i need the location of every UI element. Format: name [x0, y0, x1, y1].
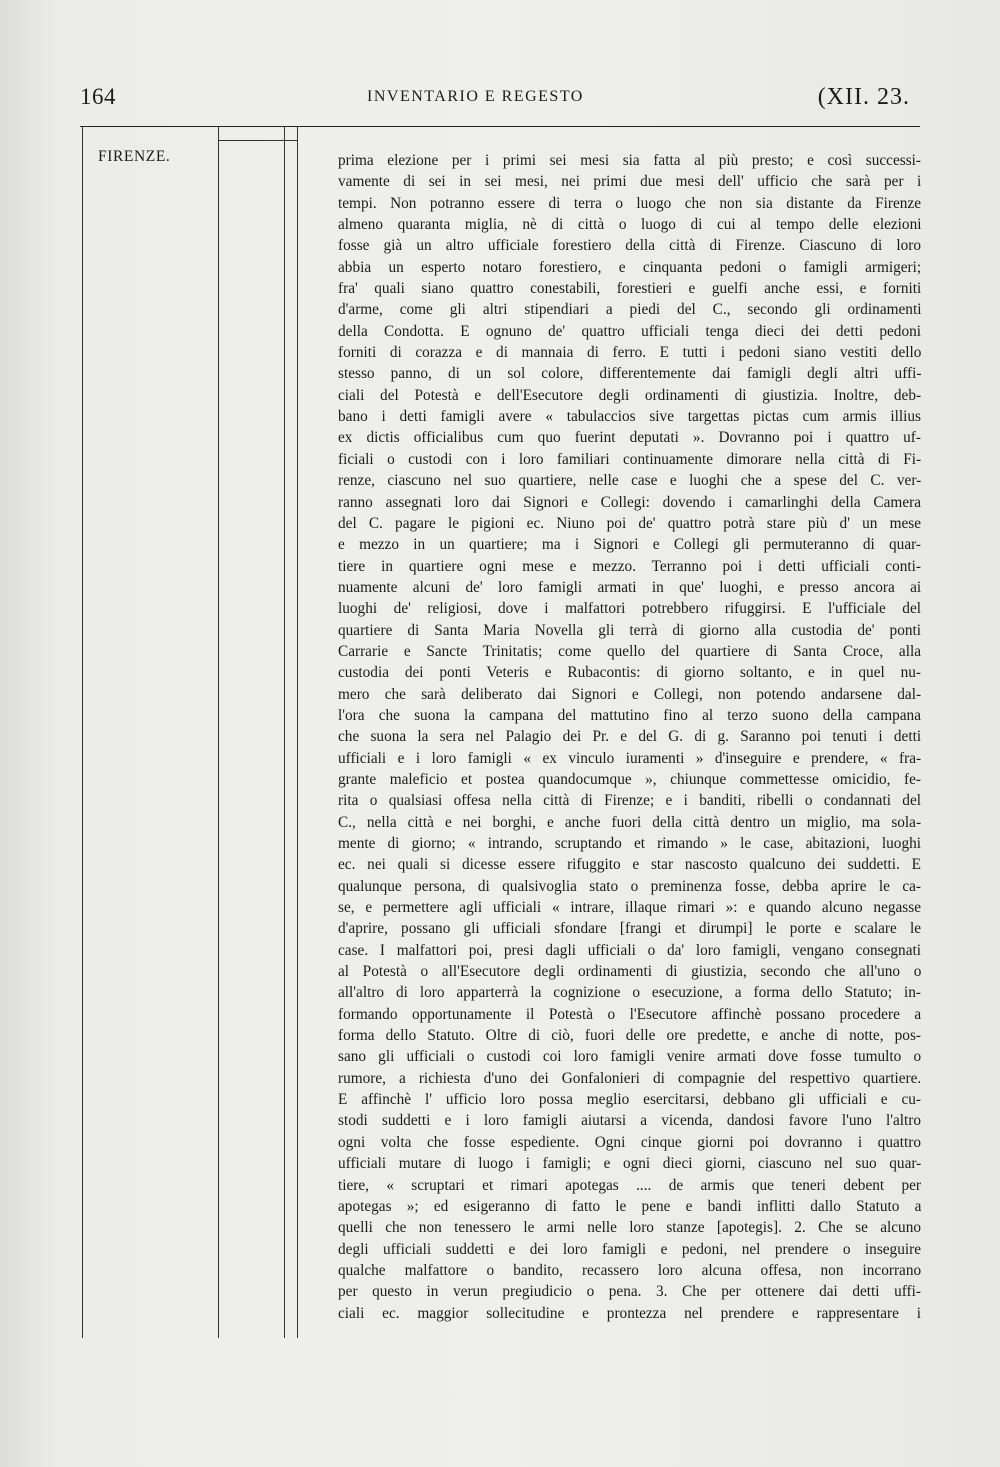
text-line: ranno assegnati loro dai Signori e Collegi: dovendo i camarlinghi della Camera: [338, 493, 921, 511]
text-line: formando opportunamente il Potestà o l'Esecutore affinchè possano procedere a: [338, 1005, 922, 1023]
text-line: al Potestà o all'Esecutore degli ordinamenti di giustizia, secondo che all'uno o: [338, 963, 922, 981]
text-line: per questo in verun pregiudicio o pena. 3. Che per ottenere dai detti uffi-: [338, 1283, 921, 1301]
text-line: qualche malfattore o bandito, recassero loro alcuna offesa, non incorrano: [338, 1261, 922, 1279]
text-line: rita o qualsiasi offesa nella città di Firenze; e i banditi, ribelli o condannati del: [338, 792, 921, 810]
text-line: ufficiali mutare di luogo i famigli; e ogni dieci giorni, ciascuno nel suo quar-: [338, 1155, 922, 1173]
text-line: custodia dei ponti Veteris e Rubacontis: di giorno soltanto, e in quel nu-: [338, 664, 921, 682]
text-line: all'altro di loro apparterrà la cognizione o esecuzione, a forma dello Statuto; in-: [338, 984, 921, 1002]
column-rule-cap: [218, 140, 297, 141]
text-line: mero che sarà deliberato dai Signori e Collegi, non potendo andarsene dal-: [338, 685, 922, 703]
text-line: sano gli ufficiali o custodi coi loro famigli venire armati dove fosse tumulto o: [338, 1048, 922, 1066]
text-line: d'arme, come gli altri stipendiari a piedi del C., secondo gli ordinamenti: [338, 301, 922, 319]
text-line: renze, ciascuno nel suo quartiere, nelle case e luoghi che a spese del C. ver-: [338, 472, 922, 490]
text-line: E affinchè l' ufficio loro possa meglio esercitarsi, debbano gli ufficiali e cu-: [338, 1091, 921, 1109]
text-line: prima elezione per i primi sei mesi sia fatta al più presto; e così successi-: [338, 152, 922, 169]
column-rule-left: [82, 126, 83, 1338]
text-line: ciali del Potestà e dell'Esecutore degli ordinamenti di giustizia. Inoltre, deb-: [338, 386, 922, 404]
column-rule-2: [218, 126, 219, 1338]
text-line: ciali ec. maggior sollecitudine e prontezza nel prendere e rappresentare i: [338, 1304, 921, 1322]
text-line: ufficiali e i loro famigli « ex vinculo iuramenti » d'inseguire e prendere, « fra-: [338, 749, 922, 767]
text-line: se, e permettere agli ufficiali « intrare, illaque rimari »: e quando alcuno negasse: [338, 899, 921, 917]
text-line: fra' quali siano quattro conestabili, forestieri e guelfi anche essi, e forniti: [338, 280, 922, 298]
text-line: ex dictis officialibus cum quo fuerint deputati ». Dovranno poi i quattro uf-: [338, 429, 921, 447]
text-line: quelli che non tenessero le armi nelle loro stanze [apotegis]. 2. Che se alcuno: [338, 1219, 921, 1237]
text-line: luoghi de' religiosi, dove i malfattori potrebbero rifuggirsi. E l'ufficiale del: [338, 600, 921, 618]
running-title: INVENTARIO E REGESTO: [367, 88, 584, 105]
margin-place-name: FIRENZE.: [98, 148, 171, 165]
text-line: nuamente alcuni de' loro famigli armati in que' luoghi, e presso ancora ai: [338, 578, 922, 596]
text-line: rumore, a richiesta d'uno dei Gonfalonieri di compagnie del respettivo quartiere.: [338, 1069, 922, 1087]
text-line: ficiali o custodi con i loro familiari continuamente dimorare nella città di Fi-: [338, 450, 922, 468]
text-line: tempi. Non potranno essere di terra o luogo che non sia distante da Firenze: [338, 194, 921, 212]
page-number: 164: [80, 84, 116, 109]
page-header: [80, 84, 930, 120]
section-reference: (XII. 23.: [817, 84, 910, 110]
text-line: bano i detti famigli avere « tabulaccios sive targettas pictas cum armis illius: [338, 408, 921, 426]
text-line: forniti di corazza e di mannaia di ferro. E tutti i pedoni siano vestiti dello: [338, 344, 922, 362]
text-line: C., nella città e nei borghi, e anche fuori della città dentro un miglio, ma sola-: [338, 813, 922, 831]
text-line: mente di giorno; « intrando, scruptando et rimando » le case, abitazioni, luoghi: [338, 835, 922, 852]
text-line: l'ora che suona la campana del mattutino fino al terzo suono della campana: [338, 706, 921, 724]
text-line: case. I malfattori poi, presi dagli ufficiali o da' loro famigli, vengano consegnati: [338, 941, 921, 959]
column-rule-3: [284, 126, 285, 1338]
text-line: ogni volta che fosse espediente. Ogni cinque giorni poi dovranno i quattro: [338, 1133, 921, 1151]
text-line: quartiere di Santa Maria Novella gli terrà di giorno alla custodia de' ponti: [338, 621, 921, 639]
text-line: stodi suddetti e i loro famigli aiutarsi a vicenda, dandosi favore l'uno l'altro: [338, 1112, 921, 1130]
text-line: d'aprire, possano gli ufficiali sfondare [frangi et dirumpi] le porte e scalare le: [338, 920, 921, 938]
text-line: apotegas »; ed esigeranno di fatto le pene e bandi inflitti dallo Statuto a: [338, 1197, 922, 1215]
text-line: ec. nei quali si dicesse essere rifuggito e star nascosto qualcuno dei suddetti. E: [338, 856, 921, 874]
text-line: e mezzo in un quartiere; ma i Signori e Collegi gli permuteranno di quar-: [338, 536, 921, 554]
text-line: stesso panno, di un sol colore, differentemente dai famigli degli altri uffi-: [338, 365, 922, 383]
text-line: della Condotta. E ognuno de' quattro ufficiali tenga dieci dei detti pedoni: [338, 322, 921, 340]
text-line: qualunque persona, di qualsivoglia stato o preminenza fosse, debba aprire le ca-: [338, 877, 921, 895]
text-line: che suona la sera nel Palagio dei Pr. e del G. di g. Saranno poi tenuti i detti: [338, 728, 922, 746]
text-line: degli ufficiali suddetti e dei loro famigli e pedoni, nel prendere o inseguire: [338, 1240, 921, 1258]
header-rule: [80, 126, 920, 127]
text-line: del C. pagare le pigioni ec. Niuno poi de' quattro potrà stare più d' un mese: [338, 514, 921, 532]
text-line: almeno quaranta miglia, nè di città o luogo di cui al tempo delle elezioni: [338, 216, 922, 234]
text-line: vamente di sei in sei mesi, nei primi due mesi dell' ufficio che sarà per i: [338, 173, 922, 191]
body-text: [338, 150, 921, 1324]
text-line: Carrarie e Sancte Trinitatis; come quello del quartiere di Santa Croce, alla: [338, 642, 921, 660]
text-line: grante maleficio et postea quandocumque », chiunque commettesse omicidio, fe-: [338, 770, 921, 788]
text-line: abbia un esperto notaro forestiero, e cinquanta pedoni o famigli armigeri;: [338, 258, 922, 276]
text-line: tiere, « scruptari et rimari apotegas .... de armis que teneri debent per: [338, 1176, 921, 1194]
text-line: fosse già un altro ufficiale forestiero della città di Firenze. Ciascuno di loro: [338, 237, 921, 255]
column-rule-4: [297, 126, 298, 1338]
text-line: tiere in quartiere ogni mese e mezzo. Terranno poi i detti ufficiali conti-: [338, 557, 921, 575]
text-line: forma dello Statuto. Oltre di ciò, fuori delle ore predette, e anche di notte, pos-: [338, 1027, 921, 1045]
